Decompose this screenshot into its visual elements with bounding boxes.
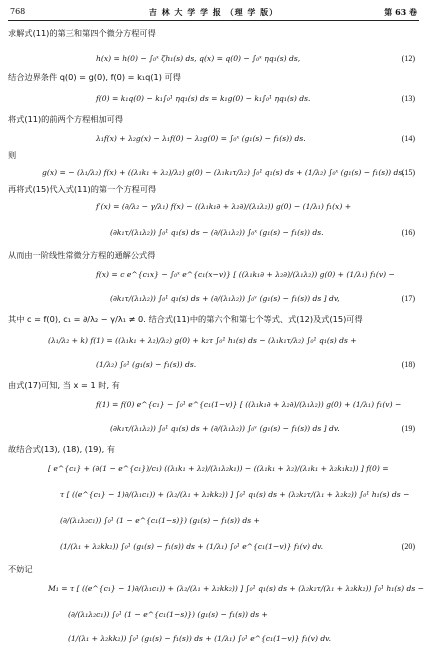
equation-line: f(0) = k₁q(0) − k₁∫₀¹ ηq₁(s) ds = k₁g(0) − k₁∫₀¹ ηq₁(s) ds. [96,94,311,103]
equation-line: (λ₁/λ₂ + k) f(1) = ((λ₁k₁ + λ₂)/λ₂) g(0) + k₂τ ∫₀¹ h₁(s) ds − (λ₁k₁τ/λ₂) ∫₀¹ q₁(s) ds + [48,336,357,345]
equation-line: (∂k₁τ/(λ₁λ₂)) ∫₀¹ q₁(s) ds + (∂/(λ₁λ₂)) ∫₀ᵛ (g₁(s) − f₁(s)) ds ] dv. [110,424,340,433]
equation-number: (15) [401,168,415,177]
equation-number: (13) [401,94,415,103]
equation-number: (18) [401,360,415,369]
equation-number: (20) [401,542,415,551]
equation-number: (19) [401,424,415,433]
equation-line: λ₁f(x) + λ₂g(x) − λ₁f(0) − λ₂g(0) = ∫₀ˣ (g₁(s) − f₁(s)) ds. [96,134,306,143]
equation-line: (∂/(λ₁λ₂c₁)) ∫₀¹ (1 − e^{c₁(1−s)}) (g₁(s) − f₁(s)) ds + [68,610,268,619]
paragraph: 求解式(11)的第三和第四个微分方程可得 [8,28,156,38]
equation-line: M₁ = τ [ ((e^{c₁} − 1)∂/(λ₁c₁)) + (λ₂/(λ₁ + λ₂kk₂)) ] ∫₀¹ q₁(s) ds + (λ₂k₂τ/(λ₁ + λ₂kk₂)) ∫₀¹ h₁(s) ds − [48,584,425,593]
equation-line: (∂/(λ₁λ₂c₁)) ∫₀¹ (1 − e^{c₁(1−s)}) (g₁(s) − f₁(s)) ds + [60,516,260,525]
equation-line: (1/(λ₁ + λ₂kk₂)) ∫₀¹ (g₁(s) − f₁(s)) ds + (1/λ₁) ∫₀¹ e^{c₁(1−v)} f₁(v) dv. [68,634,331,643]
equation-line: (1/λ₂) ∫₀¹ (g₁(s) − f₁(s)) ds. [96,360,197,369]
equation-line: (∂k₁τ/(λ₁λ₂)) ∫₀¹ q₁(s) ds + (∂/(λ₁λ₂)) ∫₀ᵛ (g₁(s) − f₁(s)) ds ] dv, [110,294,340,303]
paragraph: 则 [8,150,17,160]
paragraph: 故结合式(13), (18), (19), 有 [8,444,115,454]
journal-title: 吉 林 大 学 学 报 （理 学 版） [148,7,279,17]
paragraph: 由式(17)可知, 当 x = 1 时, 有 [8,380,120,390]
paragraph: 再将式(15)代入式(11)的第一个方程可得 [8,184,157,194]
equation-line: τ [ ((e^{c₁} − 1)∂/(λ₁c₁)) + (λ₂/(λ₁ + λ₂kk₂)) ] ∫₀¹ q₁(s) ds + (λ₂k₂τ/(λ₁ + λ₂k₂)) ∫₀¹ h₁(s) ds − [60,490,410,499]
equation-line: f(x) = c e^{c₁x} − ∫₀ˣ e^{c₁(x−v)} [ ((λ₁k₁∂ + λ₂∂)/(λ₁λ₂)) g(0) + (1/λ₁) f₁(v) − [96,270,395,279]
page-number: 768 [10,7,26,16]
equation-line: (∂k₁τ/(λ₁λ₂)) ∫₀¹ q₁(s) ds − (∂/(λ₁λ₂)) ∫₀ˣ (g₁(s) − f₁(s)) ds. [110,228,324,237]
equation-line: [ e^{c₁} + (∂(1 − e^{c₁})/c₁) ((λ₁k₁ + λ₂)/(λ₁λ₂k₁)) − ((λ₁k₁ + λ₂)/(λ₁k₁ + λ₂k₁k₂)) ] f(0) = [48,464,389,473]
paragraph: 其中 c = f(0), c₁ = ∂/λ₂ − γ/λ₁ ≠ 0. 结合式(11)中的第六个和第七个等式、式(12)及式(15)可得 [8,314,363,324]
equation-line: (1/(λ₁ + λ₂kk₂)) ∫₀¹ (g₁(s) − f₁(s)) ds + (1/λ₁) ∫₀¹ e^{c₁(1−v)} f₁(v) dv. [60,542,323,551]
equation-line: f(1) = f(0) e^{c₁} − ∫₀¹ e^{c₁(1−v)} [ ((λ₁k₁∂ + λ₂∂)/(λ₁λ₂)) g(0) + (1/λ₁) f₁(v) − [96,400,402,409]
paragraph: 结合边界条件 q(0) = g(0), f(0) = k₁q(1) 可得 [8,72,181,82]
equation-line: f′(x) = (∂/λ₂ − γ/λ₁) f(x) − ((λ₁k₁∂ + λ₂∂)/(λ₁λ₂)) g(0) − (1/λ₁) f₁(x) + [96,202,352,211]
equation-line: g(x) = − (λ₁/λ₂) f(x) + ((λ₁k₁ + λ₂)/λ₂) g(0) − (λ₁k₁τ/λ₂) ∫₀¹ q₁(s) ds + (1/λ₂) ∫₀ˣ (g₁(s) − f₁(s)) ds. [42,168,405,177]
paragraph: 不妨记 [8,564,33,574]
equation-line: h(x) = h(0) − ∫₀ˣ ζh₁(s) ds, q(x) = q(0) − ∫₀ˣ ηq₁(s) ds, [96,54,301,63]
page-header [8,6,419,21]
equation-number: (12) [401,54,415,63]
equation-number: (17) [401,294,415,303]
equation-number: (16) [401,228,415,237]
equation-number: (14) [401,134,415,143]
paragraph: 从而由一阶线性常微分方程的通解公式得 [8,250,156,260]
volume-label: 第 63 卷 [384,7,417,17]
paragraph: 将式(11)的前两个方程相加可得 [8,114,124,124]
